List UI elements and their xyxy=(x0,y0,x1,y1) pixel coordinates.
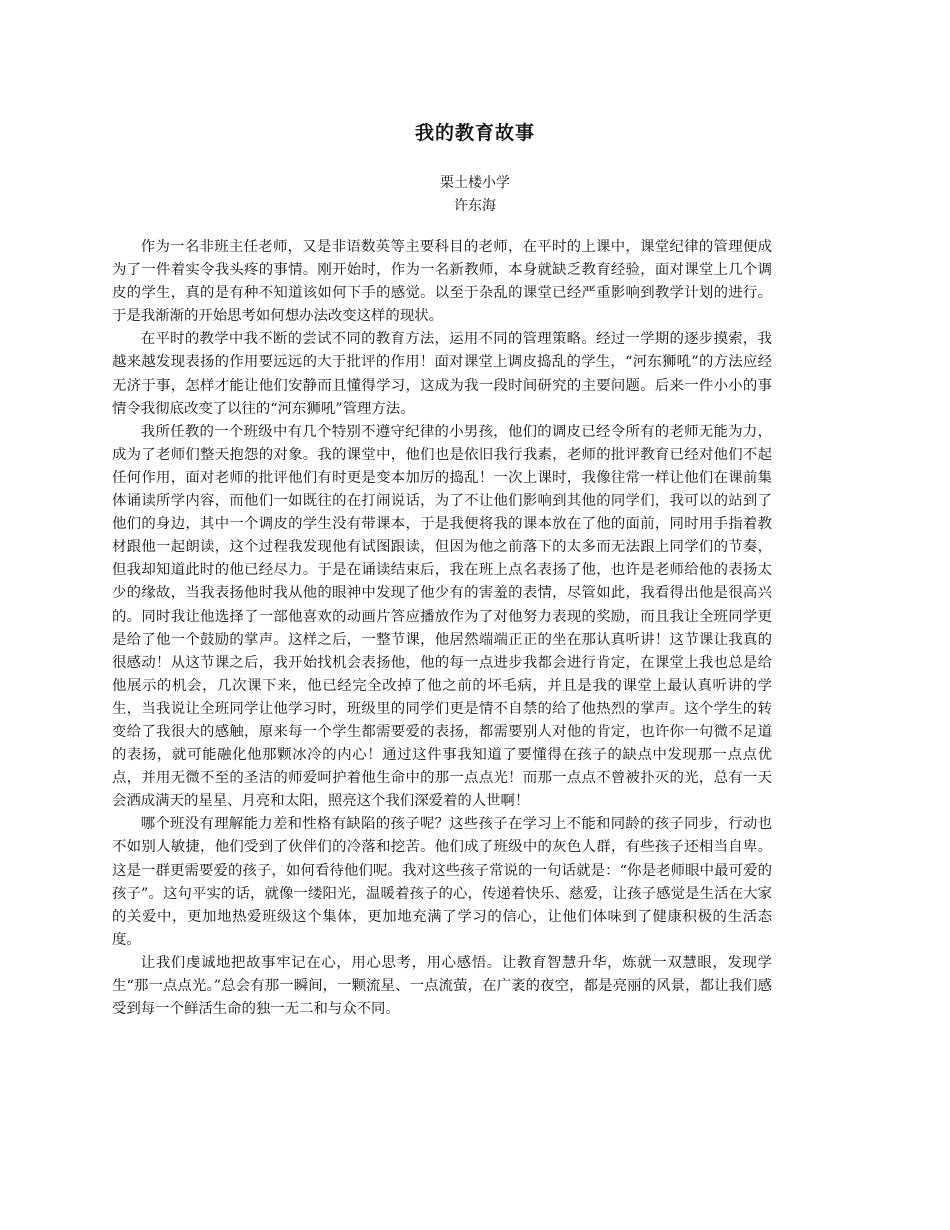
paragraph: 让我们虔诚地把故事牢记在心，用心思考，用心感悟。让教育智慧升华，炼就一双慧眼，发现学生“那一点点光。”总会有那一瞬间，一颗流星、一点流萤，在广袤的夜空，都是亮丽的风景，都让我们感受到每一个鲜活生命的独一无二和与众不同。 xyxy=(112,954,772,1018)
document-title: 我的教育故事 xyxy=(414,122,535,144)
author-name: 许东海 xyxy=(454,198,496,214)
paragraph: 作为一名非班主任老师，又是非语数英等主要科目的老师，在平时的上课中，课堂纪律的管理便成为了一件着实令我头疼的事情。刚开始时，作为一名新教师，本身就缺乏教育经验，面对课堂上几个调皮的学生，真的是有种不知道该如何下手的感觉。以至于杂乱的课堂已经严重影响到教学计划的进行。于是我渐渐的开始思考如何想办法改变这样的现状。 xyxy=(112,239,772,325)
school-name: 栗土楼小学 xyxy=(440,175,510,191)
paragraph: 在平时的教学中我不断的尝试不同的教育方法，运用不同的管理策略。经过一学期的逐步摸索，我越来越发现表扬的作用要远远的大于批评的作用！面对课堂上调皮捣乱的学生，“河东狮吼”的方法应经无济于事，怎样才能让他们安静而且懂得学习，这成为我一段时间研究的主要问题。后来一件小小的事情令我彻底改变了以往的“河东狮吼”管理方法。 xyxy=(112,331,772,417)
paragraph: 哪个班没有理解能力差和性格有缺陷的孩子呢？这些孩子在学习上不能和同龄的孩子同步，行动也不如别人敏捷，他们受到了伙伴们的冷落和挖苦。他们成了班级中的灰色人群，有些孩子还相当自卑。这是一群更需要爱的孩子，如何看待他们呢。我对这些孩子常说的一句话就是：“你是老师眼中最可爱的孩子”。这句平实的话，就像一缕阳光，温暖着孩子的心，传递着快乐、慈爱，让孩子感觉是生活在大家的关爱中，更加地热爱班级这个集体，更加地充满了学习的信心，让他们体味到了健康积极的生活态度。 xyxy=(112,816,772,948)
article-body xyxy=(112,236,772,1021)
paragraph: 我所任教的一个班级中有几个特别不遵守纪律的小男孩，他们的调皮已经令所有的老师无能为力，成为了老师们整天抱怨的对象。我的课堂中，他们也是依旧我行我素，老师的批评教育已经对他们不起任何作用，面对老师的批评他们有时更是变本加厉的捣乱！一次上课时，我像往常一样让他们在课前集体诵读所学内容，而他们一如既往的在打闹说话，为了不让他们影响到其他的同学们，我可以的站到了他们的身边，其中一个调皮的学生没有带课本，于是我便将我的课本放在了他的面前，同时用手指着教材跟他一起朗读，这个过程我发现他有试图跟读，但因为他之前落下的太多而无法跟上同学们的节奏，但我却知道此时的他已经尽力。于是在诵读结束后，我在班上点名表扬了他，也许是老师给他的表扬太少的缘故，当我表扬他时我从他的眼神中发现了他少有的害羞的表情，尽管如此，我看得出他是很高兴的。同时我让他选择了一部他喜欢的动画片答应播放作为了对他努力表现的奖励，而且我让全班同学更是给了他一个鼓励的掌声。这样之后，一整节课，他居然端端正正的坐在那认真听讲！这节课让我真的很感动！从这节课之后，我开始找机会表扬他，他的每一点进步我都会进行肯定，在课堂上我也总是给他展示的机会，几次课下来，他已经完全改掉了他之前的坏毛病，并且是我的课堂上最认真听讲的学生，当我说让全班同学让他学习时，班级里的同学们更是情不自禁的给了他热烈的掌声。这个学生的转变给了我很大的感触，原来每一个学生都需要爱的表扬，都需要别人对他的肯定，也许你一句微不足道的表扬，就可能融化他那颗冰冷的内心！通过这件事我知道了要懂得在孩子的缺点中发现那一点点优点，并用无微不至的圣洁的师爱呵护着他生命中的那一点点光！而那一点点不曾被扑灭的光，总有一天会洒成满天的星星、月亮和太阳，照亮这个我们深爱着的人世啊！ xyxy=(112,423,772,810)
